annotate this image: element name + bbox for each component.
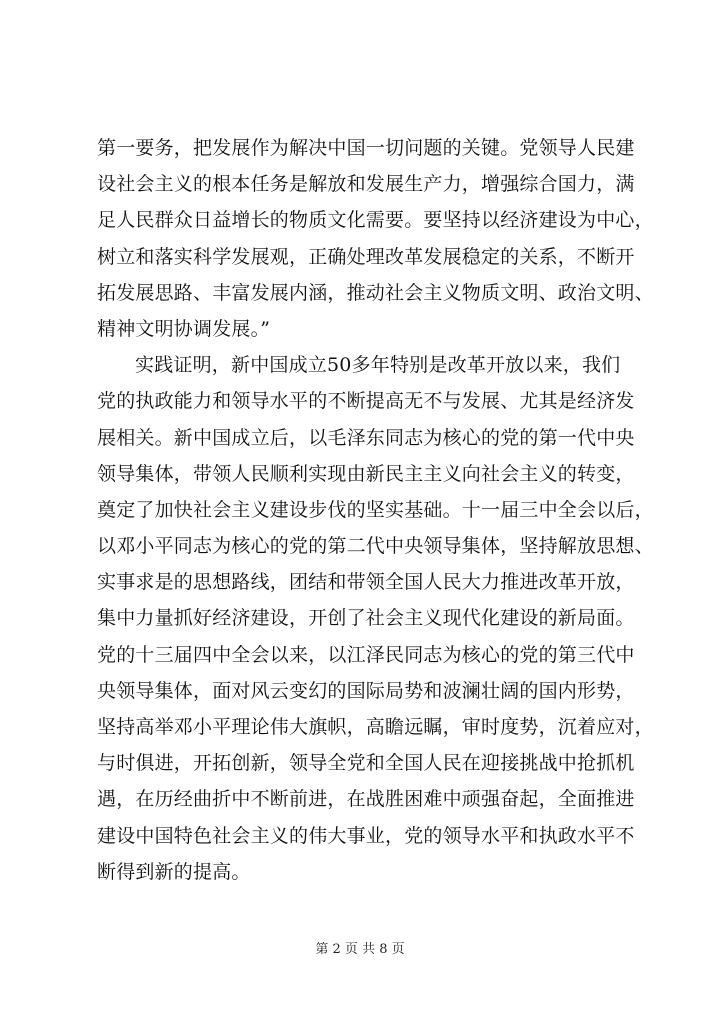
text-line: 奠定了加快社会主义建设步伐的坚实基础。十一届三中全会以后， — [97, 498, 654, 521]
text-line: 党的十三届四中全会以来，以江泽民同志为核心的党的第三代中 — [97, 643, 635, 666]
text-line: 集中力量抓好经济建设，开创了社会主义现代化建设的新局面。 — [97, 607, 635, 630]
text-line: 建设中国特色社会主义的伟大事业，党的领导水平和执政水平不 — [97, 824, 635, 847]
text-line: 展相关。新中国成立后，以毛泽东同志为核心的党的第一代中央 — [97, 426, 635, 449]
text-line: 遇，在历经曲折中不断前进，在战胜困难中顽强奋起，全面推进 — [97, 788, 635, 811]
text-line: 树立和落实科学发展观，正确处理改革发展稳定的关系，不断开 — [97, 245, 635, 268]
text-line: 足人民群众日益增长的物质文化需要。要坚持以经济建设为中心， — [97, 209, 654, 232]
body-text — [97, 130, 654, 890]
text-line: 坚持高举邓小平理论伟大旗帜，高瞻远瞩，审时度势，沉着应对， — [97, 716, 654, 738]
text-line: 以邓小平同志为核心的党的第二代中央领导集体，坚持解放思想、 — [97, 535, 654, 558]
text-line: 设社会主义的根本任务是解放和发展生产力，增强综合国力，满 — [97, 173, 635, 196]
text-line: 党的执政能力和领导水平的不断提高无不与发展、尤其是经济发 — [97, 390, 635, 413]
paragraph-first-line: 实践证明，新中国成立50多年特别是改革开放以来，我们 — [135, 354, 621, 377]
text-line: 第一要务，把发展作为解决中国一切问题的关键。党领导人民建 — [97, 137, 635, 159]
page-number-footer: 第 2 页 共 8 页 — [315, 942, 405, 957]
text-line: 精神文明协调发展。” — [97, 317, 271, 340]
text-line: 与时俱进，开拓创新，领导全党和全国人民在迎接挑战中抢抓机 — [97, 752, 635, 775]
text-line: 拓发展思路、丰富发展内涵，推动社会主义物质文明、政治文明、 — [97, 281, 654, 304]
text-line: 实事求是的思想路线，团结和带领全国人民大力推进改革开放， — [97, 571, 635, 594]
text-line: 央领导集体，面对风云变幻的国际局势和波澜壮阔的国内形势， — [97, 679, 635, 702]
text-line: 领导集体，带领人民顺利实现由新民主主义向社会主义的转变， — [97, 462, 635, 485]
text-line: 断得到新的提高。 — [97, 860, 251, 883]
